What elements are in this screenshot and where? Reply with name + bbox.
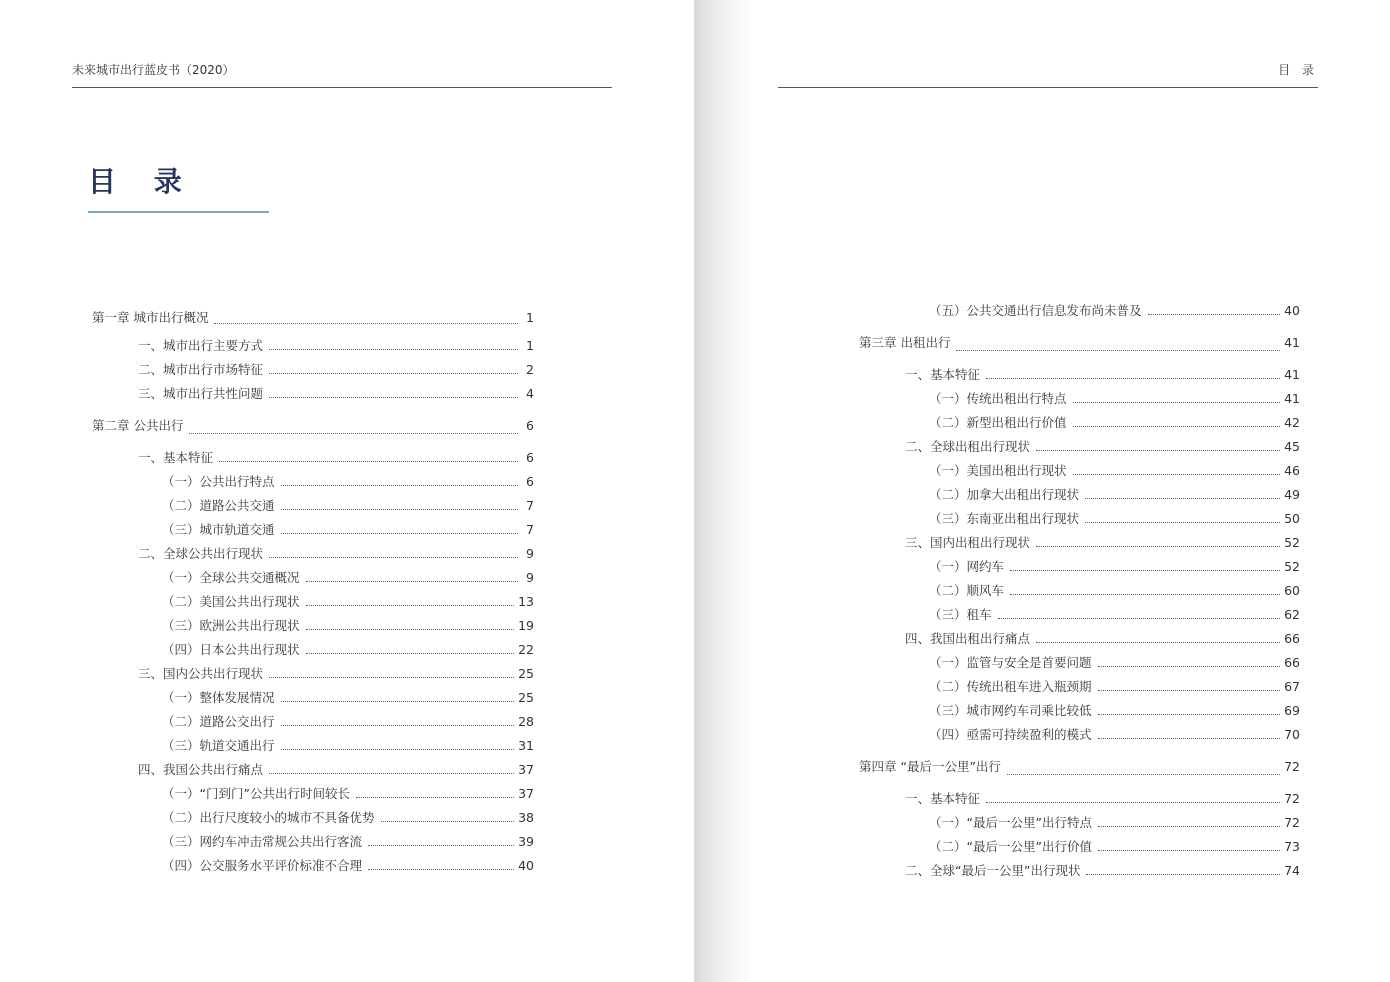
toc-page-number: 40 xyxy=(518,858,534,873)
toc-subsection-entry[interactable] xyxy=(92,686,534,710)
toc-section-entry[interactable] xyxy=(859,363,1300,387)
toc-page-number: 41 xyxy=(1284,367,1300,382)
dot-leader xyxy=(1085,497,1280,499)
toc-subsection-entry[interactable] xyxy=(92,710,534,734)
dot-leader xyxy=(986,801,1280,803)
toc-chapter-entry[interactable] xyxy=(859,755,1300,787)
toc-entry-label: （二）“最后一公里”出行价值 xyxy=(929,839,1092,854)
toc-entry-label: 一、基本特征 xyxy=(905,791,981,806)
dot-leader xyxy=(1073,401,1281,403)
toc-page-number: 1 xyxy=(526,338,534,353)
toc-subsection-entry[interactable] xyxy=(92,518,534,542)
dot-leader xyxy=(381,820,515,822)
toc-page-number: 28 xyxy=(518,714,534,729)
toc-page-number: 38 xyxy=(518,810,534,825)
toc-page-number: 41 xyxy=(1284,391,1300,406)
toc-entry-label: （三）城市网约车司乘比较低 xyxy=(929,703,1092,718)
toc-page-number: 25 xyxy=(518,690,534,705)
toc-page-number: 37 xyxy=(518,786,534,801)
toc-subsection-entry[interactable] xyxy=(92,638,534,662)
toc-entry-label: 二、全球出租出行现状 xyxy=(905,439,1031,454)
toc-subsection-entry[interactable] xyxy=(92,782,534,806)
toc-page-number: 66 xyxy=(1284,655,1300,670)
toc-entry-label: （四）公交服务水平评价标准不合理 xyxy=(162,858,363,873)
dot-leader xyxy=(1098,689,1281,691)
toc-section-entry[interactable] xyxy=(92,662,534,686)
dot-leader xyxy=(1010,593,1280,595)
dot-leader xyxy=(269,676,514,678)
toc-entry-label: （一）“门到门”公共出行时间较长 xyxy=(162,786,350,801)
toc-page-number: 9 xyxy=(526,570,534,585)
toc-entry-label: 一、基本特征 xyxy=(138,450,214,465)
toc-section-entry[interactable] xyxy=(92,758,534,782)
dot-leader xyxy=(269,772,514,774)
toc-subsection-entry[interactable] xyxy=(92,566,534,590)
toc-entry-label: （三）租车 xyxy=(929,607,992,622)
toc-subsection-entry[interactable] xyxy=(859,387,1300,411)
toc-page-number: 52 xyxy=(1284,559,1300,574)
toc-entry-label: （二）传统出租车进入瓶颈期 xyxy=(929,679,1092,694)
dot-leader xyxy=(986,377,1280,379)
toc-page-number: 7 xyxy=(526,498,534,513)
dot-leader xyxy=(1098,713,1281,715)
toc-list-left xyxy=(92,306,534,878)
toc-page-number: 6 xyxy=(526,474,534,489)
dot-leader xyxy=(219,460,518,462)
toc-entry-label: （四）亟需可持续盈利的模式 xyxy=(929,727,1092,742)
toc-entry-label: 二、全球“最后一公里”出行现状 xyxy=(905,863,1081,878)
dot-leader xyxy=(368,868,514,870)
toc-subsection-entry[interactable] xyxy=(859,723,1300,747)
toc-page-number: 1 xyxy=(526,310,534,325)
toc-page-number: 72 xyxy=(1284,759,1300,774)
dot-leader xyxy=(1073,425,1281,427)
dot-leader xyxy=(356,796,514,798)
toc-subsection-entry[interactable] xyxy=(859,699,1300,723)
toc-section-entry[interactable] xyxy=(859,859,1300,883)
toc-page-number: 6 xyxy=(526,418,534,433)
toc-entry-label: 第一章 城市出行概况 xyxy=(92,310,209,325)
dot-leader xyxy=(269,396,518,398)
toc-entry-label: （三）轨道交通出行 xyxy=(162,738,275,753)
toc-entry-label: （二）新型出租出行价值 xyxy=(929,415,1067,430)
toc-entry-label: （二）美国公共出行现状 xyxy=(162,594,300,609)
toc-page-number: 69 xyxy=(1284,703,1300,718)
toc-subsection-entry[interactable] xyxy=(92,590,534,614)
toc-page-number: 4 xyxy=(526,386,534,401)
toc-subsection-entry[interactable] xyxy=(859,811,1300,835)
toc-page-number: 13 xyxy=(518,594,534,609)
title-underline xyxy=(88,211,269,213)
dot-leader xyxy=(281,700,515,702)
toc-page-number: 45 xyxy=(1284,439,1300,454)
dot-leader xyxy=(1036,449,1280,451)
toc-page-number: 67 xyxy=(1284,679,1300,694)
toc-subsection-entry[interactable] xyxy=(859,459,1300,483)
toc-page-number: 22 xyxy=(518,642,534,657)
toc-page-number: 50 xyxy=(1284,511,1300,526)
dot-leader xyxy=(306,628,515,630)
dot-leader xyxy=(1073,473,1281,475)
header-rule xyxy=(778,87,1318,88)
toc-entry-label: 三、国内出租出行现状 xyxy=(905,535,1031,550)
dot-leader xyxy=(1148,313,1281,315)
toc-entry-label: （三）欧洲公共出行现状 xyxy=(162,618,300,633)
toc-section-entry[interactable] xyxy=(92,382,534,406)
dot-leader xyxy=(368,844,514,846)
toc-entry-label: （一）传统出租出行特点 xyxy=(929,391,1067,406)
toc-subsection-entry[interactable] xyxy=(859,579,1300,603)
dot-leader xyxy=(281,724,515,726)
toc-entry-label: 四、我国公共出行痛点 xyxy=(138,762,264,777)
toc-page-number: 73 xyxy=(1284,839,1300,854)
dot-leader xyxy=(1098,849,1280,851)
toc-page-number: 49 xyxy=(1284,487,1300,502)
toc-section-entry[interactable] xyxy=(92,358,534,382)
toc-subsection-entry[interactable] xyxy=(859,483,1300,507)
toc-page-number: 39 xyxy=(518,834,534,849)
toc-entry-label: 三、国内公共出行现状 xyxy=(138,666,264,681)
toc-section-entry[interactable] xyxy=(859,531,1300,555)
dot-leader xyxy=(281,484,518,486)
toc-subsection-entry[interactable] xyxy=(859,675,1300,699)
toc-title: 目 录 xyxy=(88,165,196,198)
toc-subsection-entry[interactable] xyxy=(859,507,1300,531)
toc-section-entry[interactable] xyxy=(859,627,1300,651)
dot-leader xyxy=(1010,569,1280,571)
toc-page-number: 60 xyxy=(1284,583,1300,598)
dot-leader xyxy=(956,349,1280,351)
dot-leader xyxy=(1007,773,1280,775)
toc-chapter-entry[interactable] xyxy=(859,331,1300,363)
toc-page-number: 74 xyxy=(1284,863,1300,878)
toc-subsection-entry[interactable] xyxy=(92,470,534,494)
left-page xyxy=(0,0,694,982)
toc-chapter-entry[interactable] xyxy=(92,306,534,334)
toc-subsection-entry[interactable] xyxy=(92,806,534,830)
dot-leader xyxy=(1036,641,1280,643)
toc-entry-label: （一）监管与安全是首要问题 xyxy=(929,655,1092,670)
dot-leader xyxy=(1098,665,1281,667)
toc-section-entry[interactable] xyxy=(92,446,534,470)
toc-entry-label: （三）东南亚出租出行现状 xyxy=(929,511,1080,526)
running-head-section: 目 录 xyxy=(1278,63,1318,77)
toc-page-number: 19 xyxy=(518,618,534,633)
toc-page-number: 25 xyxy=(518,666,534,681)
dot-leader xyxy=(214,322,518,324)
toc-section-entry[interactable] xyxy=(92,334,534,358)
dot-leader xyxy=(269,372,518,374)
toc-subsection-entry[interactable] xyxy=(92,830,534,854)
dot-leader xyxy=(306,580,518,582)
toc-entry-label: （三）网约车冲击常规公共出行客流 xyxy=(162,834,363,849)
toc-entry-label: 四、我国出租出行痛点 xyxy=(905,631,1031,646)
toc-chapter-entry[interactable] xyxy=(92,414,534,446)
toc-subsection-entry[interactable] xyxy=(92,614,534,638)
toc-subsection-entry[interactable] xyxy=(92,854,534,878)
dot-leader xyxy=(281,508,518,510)
toc-page-number: 9 xyxy=(526,546,534,561)
header-rule xyxy=(72,87,612,88)
toc-subsection-entry[interactable] xyxy=(92,734,534,758)
toc-entry-label: 三、城市出行共性问题 xyxy=(138,386,264,401)
toc-page-number: 41 xyxy=(1284,335,1300,350)
dot-leader xyxy=(998,617,1281,619)
toc-page-number: 62 xyxy=(1284,607,1300,622)
dot-leader xyxy=(1086,873,1280,875)
toc-section-entry[interactable] xyxy=(859,435,1300,459)
toc-entry-label: 第二章 公共出行 xyxy=(92,418,184,433)
toc-entry-label: （二）出行尺度较小的城市不具备优势 xyxy=(162,810,375,825)
toc-entry-label: （四）日本公共出行现状 xyxy=(162,642,300,657)
toc-entry-label: （三）城市轨道交通 xyxy=(162,522,275,537)
dot-leader xyxy=(269,556,518,558)
toc-page-number: 72 xyxy=(1284,791,1300,806)
toc-page-number: 40 xyxy=(1284,303,1300,318)
dot-leader xyxy=(281,748,515,750)
toc-section-entry[interactable] xyxy=(859,787,1300,811)
toc-entry-label: 二、城市出行市场特征 xyxy=(138,362,264,377)
toc-entry-label: （一）整体发展情况 xyxy=(162,690,275,705)
toc-subsection-entry[interactable] xyxy=(859,411,1300,435)
dot-leader xyxy=(306,652,515,654)
dot-leader xyxy=(269,348,518,350)
toc-subsection-entry[interactable] xyxy=(859,299,1300,323)
toc-page-number: 72 xyxy=(1284,815,1300,830)
toc-subsection-entry[interactable] xyxy=(859,555,1300,579)
toc-entry-label: 二、全球公共出行现状 xyxy=(138,546,264,561)
toc-entry-label: （一）全球公共交通概况 xyxy=(162,570,300,585)
toc-subsection-entry[interactable] xyxy=(92,494,534,518)
toc-page-number: 66 xyxy=(1284,631,1300,646)
toc-subsection-entry[interactable] xyxy=(859,603,1300,627)
book-gutter-shadow xyxy=(694,0,754,982)
toc-entry-label: （五）公共交通出行信息发布尚未普及 xyxy=(929,303,1142,318)
dot-leader xyxy=(1098,825,1280,827)
dot-leader xyxy=(281,532,518,534)
toc-page-number: 7 xyxy=(526,522,534,537)
toc-entry-label: （二）加拿大出租出行现状 xyxy=(929,487,1080,502)
toc-entry-label: （一）网约车 xyxy=(929,559,1005,574)
toc-page-number: 52 xyxy=(1284,535,1300,550)
toc-entry-label: （二）道路公交出行 xyxy=(162,714,275,729)
dot-leader xyxy=(189,432,518,434)
toc-page-number: 42 xyxy=(1284,415,1300,430)
toc-entry-label: 一、基本特征 xyxy=(905,367,981,382)
toc-subsection-entry[interactable] xyxy=(859,835,1300,859)
toc-entry-label: （一）公共出行特点 xyxy=(162,474,275,489)
toc-page-number: 46 xyxy=(1284,463,1300,478)
toc-page-number: 6 xyxy=(526,450,534,465)
toc-page-number: 2 xyxy=(526,362,534,377)
toc-page-number: 31 xyxy=(518,738,534,753)
toc-entry-label: （一）“最后一公里”出行特点 xyxy=(929,815,1092,830)
dot-leader xyxy=(1085,521,1280,523)
toc-entry-label: 第三章 出租出行 xyxy=(859,335,951,350)
toc-entry-label: （二）道路公共交通 xyxy=(162,498,275,513)
running-head-book-title: 未来城市出行蓝皮书（2020） xyxy=(72,63,235,77)
toc-entry-label: 一、城市出行主要方式 xyxy=(138,338,264,353)
dot-leader xyxy=(1098,737,1281,739)
right-page xyxy=(694,0,1390,982)
toc-list-right xyxy=(859,299,1300,883)
toc-page-number: 37 xyxy=(518,762,534,777)
dot-leader xyxy=(306,604,515,606)
toc-entry-label: （二）顺风车 xyxy=(929,583,1005,598)
dot-leader xyxy=(1036,545,1280,547)
toc-page-number: 70 xyxy=(1284,727,1300,742)
toc-section-entry[interactable] xyxy=(92,542,534,566)
toc-subsection-entry[interactable] xyxy=(859,651,1300,675)
toc-entry-label: （一）美国出租出行现状 xyxy=(929,463,1067,478)
toc-entry-label: 第四章 “最后一公里”出行 xyxy=(859,759,1001,774)
